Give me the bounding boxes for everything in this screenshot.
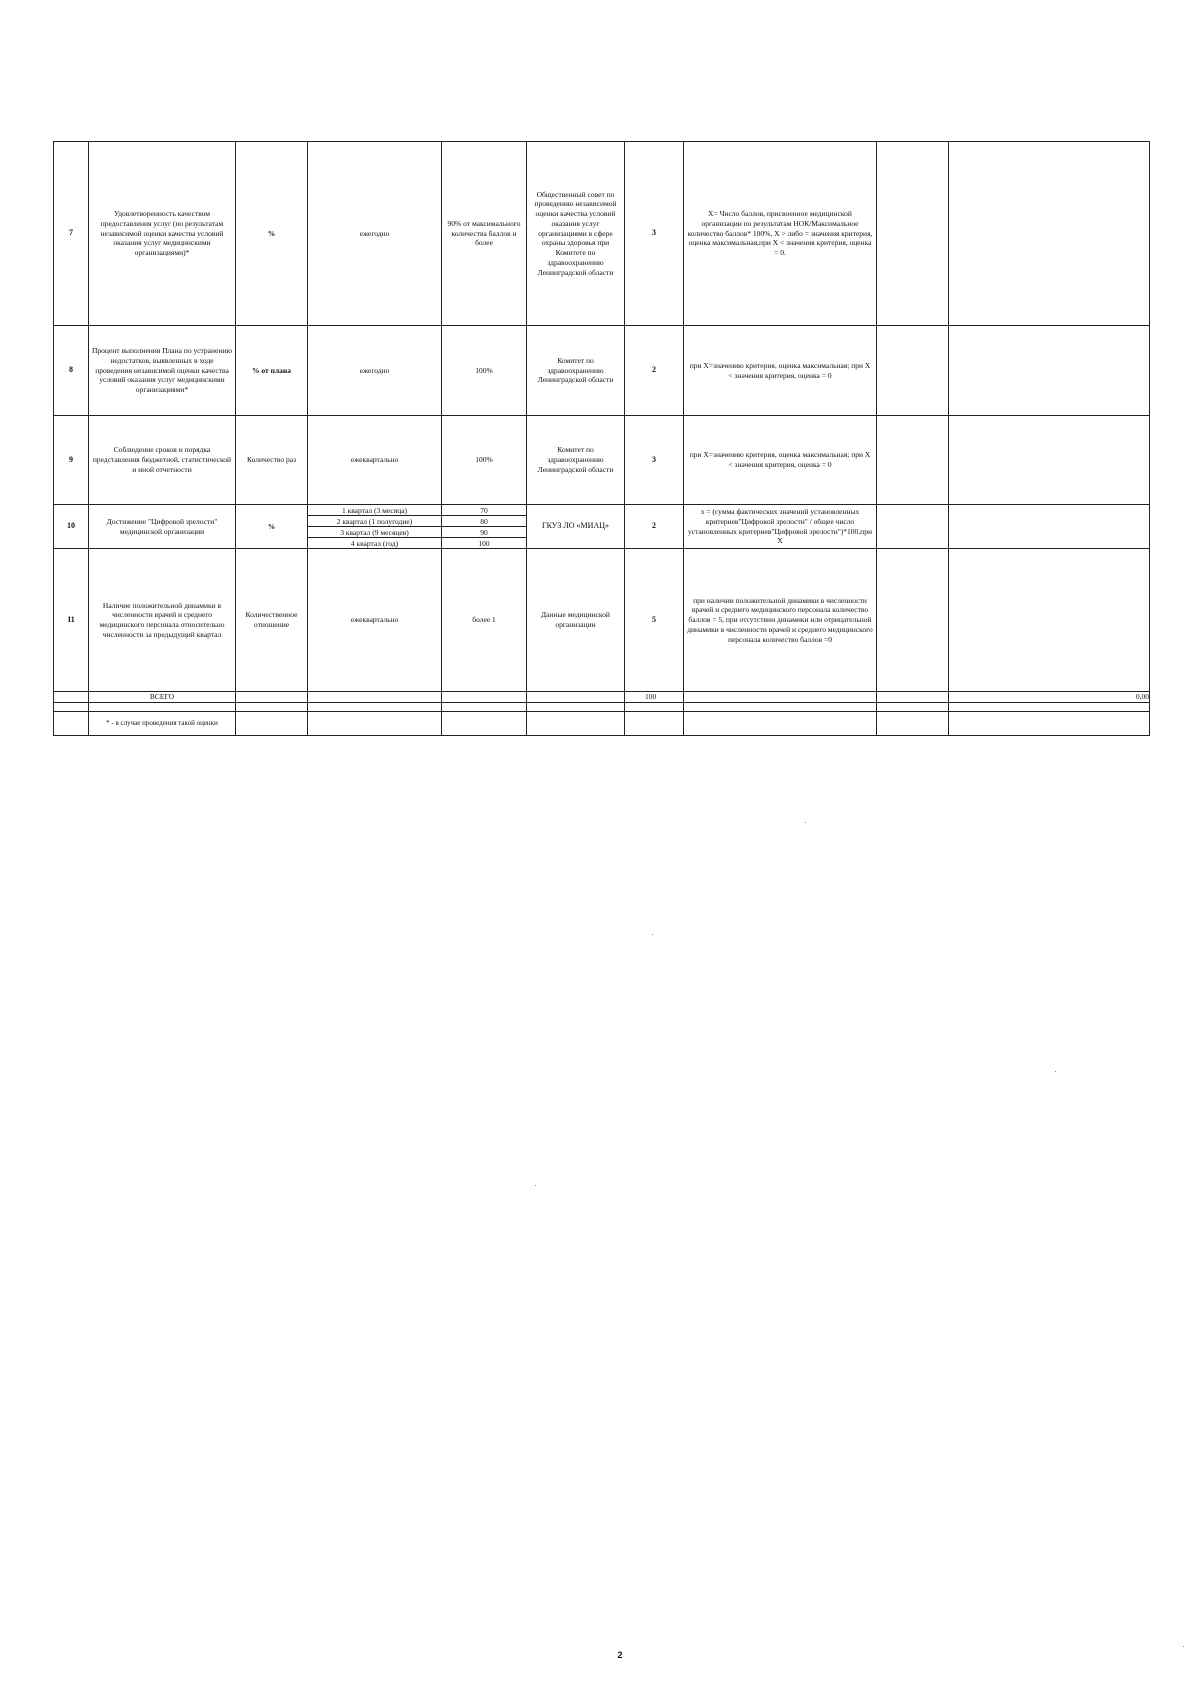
empty-cell: [236, 711, 308, 735]
method-cell: при X=значению критерия, оценка максимальная; при X < значения критерия, оценка = 0: [684, 416, 877, 505]
unit-cell: %: [236, 505, 308, 549]
empty-cell: [308, 702, 442, 711]
source-cell: Комитет по здравоохранению Ленинградской области: [527, 416, 625, 505]
scan-speck: [1183, 1646, 1184, 1647]
source-cell: Общественный совет по проведению независимой оценки качества условий оказания услуг организациями в сфере охраны здоровья при Комитете по здравоохранению Ленинградской области: [527, 142, 625, 326]
unit-cell: % от плана: [236, 326, 308, 416]
empty-cell: [877, 142, 949, 326]
unit-cell: Количественное отношение: [236, 549, 308, 692]
quarter-target: 100: [442, 538, 527, 549]
criterion-cell: Удовлетворенность качеством предоставления услуг (по результатам независимой оценки качества условий оказания услуг медицинскими организациями)*: [89, 142, 236, 326]
row-number: 8: [54, 326, 89, 416]
score-cell: 2: [625, 326, 684, 416]
empty-cell: [236, 692, 308, 703]
empty-cell: [625, 702, 684, 711]
empty-cell: [877, 326, 949, 416]
empty-cell: [949, 702, 1150, 711]
empty-cell: [684, 692, 877, 703]
table-row: [54, 326, 1150, 416]
row-number: 7: [54, 142, 89, 326]
criteria-table: [53, 141, 1150, 736]
empty-cell: [877, 416, 949, 505]
page-number: 2: [617, 1650, 623, 1660]
empty-cell: [949, 505, 1150, 549]
empty-cell: [625, 711, 684, 735]
period-cell: ежегодно: [308, 326, 442, 416]
source-cell: ГКУЗ ЛО «МИАЦ»: [527, 505, 625, 549]
target-cell: более 1: [442, 549, 527, 692]
quarter-period: 2 квартал (1 полугодие): [308, 516, 442, 527]
empty-cell: [949, 711, 1150, 735]
empty-cell: [308, 692, 442, 703]
empty-cell: [54, 702, 89, 711]
table-row: [54, 416, 1150, 505]
empty-cell: [877, 549, 949, 692]
table-row: [54, 142, 1150, 326]
empty-cell: [54, 692, 89, 703]
footnote-row: [54, 711, 1150, 735]
empty-cell: [527, 711, 625, 735]
quarter-period: 4 квартал (год): [308, 538, 442, 549]
quarter-period: 1 квартал (3 месяца): [308, 505, 442, 516]
empty-cell: [877, 711, 949, 735]
unit-cell: %: [236, 142, 308, 326]
target-cell: 100%: [442, 326, 527, 416]
criterion-cell: Наличие положительной динамики в численности врачей и среднего медицинского персонала относительно численности за предыдущий квартал: [89, 549, 236, 692]
empty-cell: [527, 692, 625, 703]
empty-cell: [442, 702, 527, 711]
criterion-cell: Процент выполнения Плана по устранению недостатков, выявленных в ходе проведения независимой оценки качества условий оказания услуг медицинскими организациями*: [89, 326, 236, 416]
scan-speck: [1055, 1071, 1056, 1072]
empty-cell: [949, 326, 1150, 416]
method-cell: x = (сумма фактических значений установленных критериев"Цифровой зрелости" / общее число установленных критериев"Цифровой зрелости")*100,при X: [684, 505, 877, 549]
empty-cell: [949, 142, 1150, 326]
table-row: [54, 549, 1150, 692]
score-cell: 3: [625, 142, 684, 326]
empty-cell: [442, 692, 527, 703]
score-cell: 3: [625, 416, 684, 505]
target-cell: 100%: [442, 416, 527, 505]
row-number: 9: [54, 416, 89, 505]
total-label: ВСЕГО: [89, 692, 236, 703]
empty-cell: [442, 711, 527, 735]
table-row: [54, 505, 1150, 516]
total-value: 0,00: [949, 692, 1150, 703]
source-cell: Данные медицинской организации: [527, 549, 625, 692]
scan-speck: [805, 822, 806, 823]
empty-cell: [89, 702, 236, 711]
scan-speck: [535, 1185, 536, 1186]
row-number: 11: [54, 549, 89, 692]
criterion-cell: Достижение "Цифровой зрелости" медицинской организации: [89, 505, 236, 549]
period-cell: ежеквартально: [308, 416, 442, 505]
empty-cell: [684, 702, 877, 711]
empty-cell: [236, 702, 308, 711]
source-cell: Комитет по здравоохранению Ленинградской области: [527, 326, 625, 416]
target-cell: 90% от максимального количества баллов и более: [442, 142, 527, 326]
quarter-period: 3 квартал (9 месяцев): [308, 527, 442, 538]
total-score: 100: [625, 692, 684, 703]
method-cell: X= Число баллов, присвоенное медицинской организации по результатам НОК/Максимальное количество баллов* 100%, X > либо = значения критерия, оценка максимальная,при X < значения критерия, оценка = 0.: [684, 142, 877, 326]
empty-cell: [877, 702, 949, 711]
scan-speck: [652, 934, 653, 935]
period-cell: ежегодно: [308, 142, 442, 326]
total-row: [54, 692, 1150, 703]
empty-cell: [54, 711, 89, 735]
quarter-target: 80: [442, 516, 527, 527]
score-cell: 2: [625, 505, 684, 549]
empty-cell: [877, 692, 949, 703]
score-cell: 5: [625, 549, 684, 692]
criterion-cell: Соблюдение сроков и порядка представления бюджетной, статистической и иной отчетности: [89, 416, 236, 505]
period-cell: ежеквартально: [308, 549, 442, 692]
empty-cell: [684, 711, 877, 735]
footnote: * - в случае проведения такой оценки: [89, 711, 236, 735]
empty-cell: [877, 505, 949, 549]
method-cell: при наличии положительной динамики в численности врачей и среднего медицинского персонала количество баллов = 5, при отсутствии динамики или отрицательной динамики в численности врачей и среднего медицинского персонала количество баллов =0: [684, 549, 877, 692]
unit-cell: Количество раз: [236, 416, 308, 505]
row-number: 10: [54, 505, 89, 549]
spacer-row: [54, 702, 1150, 711]
empty-cell: [308, 711, 442, 735]
method-cell: при X=значению критерия, оценка максимальная; при X < значения критерия, оценка = 0: [684, 326, 877, 416]
quarter-target: 90: [442, 527, 527, 538]
empty-cell: [527, 702, 625, 711]
quarter-target: 70: [442, 505, 527, 516]
empty-cell: [949, 549, 1150, 692]
empty-cell: [949, 416, 1150, 505]
